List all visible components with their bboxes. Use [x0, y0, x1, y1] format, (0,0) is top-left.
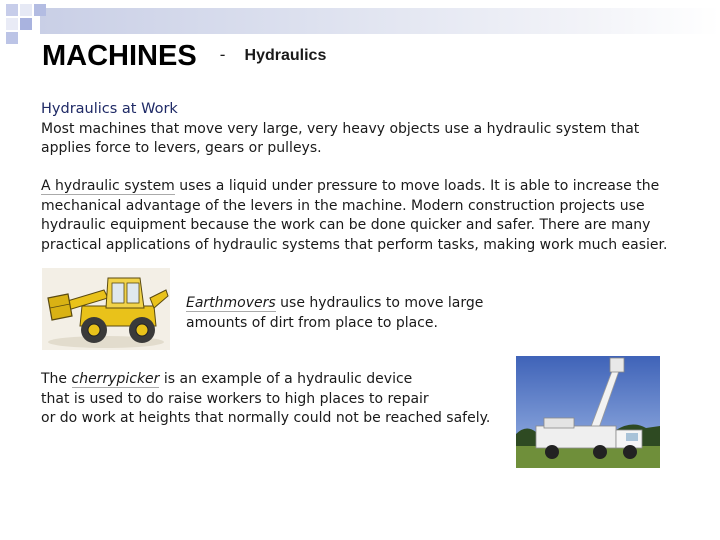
cherrypicker-term: cherrypicker	[71, 371, 160, 387]
decor-square	[20, 18, 32, 30]
earthmover-caption-line-2: amounts of dirt from place to place.	[186, 315, 438, 331]
decor-square	[6, 18, 18, 30]
cherrypicker-line-2: that is used to do raise workers to high places to repair	[41, 391, 429, 407]
title-subtitle: Hydraulics	[244, 47, 327, 64]
cherrypicker-image	[516, 356, 660, 468]
earthmover-image	[42, 268, 170, 350]
header-gradient-bar	[40, 8, 720, 34]
decor-square	[34, 4, 46, 16]
slide-title	[42, 40, 326, 73]
cherrypicker-line-1	[41, 370, 412, 390]
header-decoration	[0, 0, 720, 44]
decor-square	[6, 4, 18, 16]
cherrypicker-line-3: or do work at heights that normally could not be reached safely.	[41, 410, 491, 426]
intro-line-1: Most machines that move very large, very heavy objects use a hydraulic system that	[41, 121, 640, 137]
cherrypicker-line-1-pre: The	[41, 371, 72, 387]
paragraph-line-1-rest: uses a liquid under pressure to move loads. It is able to increase the	[174, 178, 660, 194]
paragraph-line-4: practical applications of hydraulic systems that perform tasks, making work much easier.	[41, 237, 668, 253]
hydraulic-system-term: A hydraulic system	[41, 178, 175, 194]
earthmovers-term: Earthmovers	[186, 295, 276, 311]
paragraph-line-1	[41, 177, 659, 197]
section-heading: Hydraulics at Work	[41, 101, 178, 117]
intro-line-2: applies force to levers, gears or pulleys.	[41, 140, 322, 156]
earthmover-caption-line-1	[186, 294, 483, 314]
title-main: MACHINES	[42, 40, 197, 72]
decor-square	[6, 32, 18, 44]
cherrypicker-drawing	[516, 356, 660, 468]
cherrypicker-line-1-rest: is an example of a hydraulic device	[159, 371, 413, 387]
paragraph-line-3: hydraulic equipment because the work can be done quicker and safer. There are many	[41, 217, 651, 233]
earthmover-drawing	[42, 268, 170, 350]
title-separator: -	[219, 45, 226, 64]
paragraph-line-2: mechanical advantage of the levers in the machine. Modern construction projects use	[41, 198, 645, 214]
decor-square	[20, 4, 32, 16]
earthmover-caption-rest: use hydraulics to move large	[275, 295, 484, 311]
